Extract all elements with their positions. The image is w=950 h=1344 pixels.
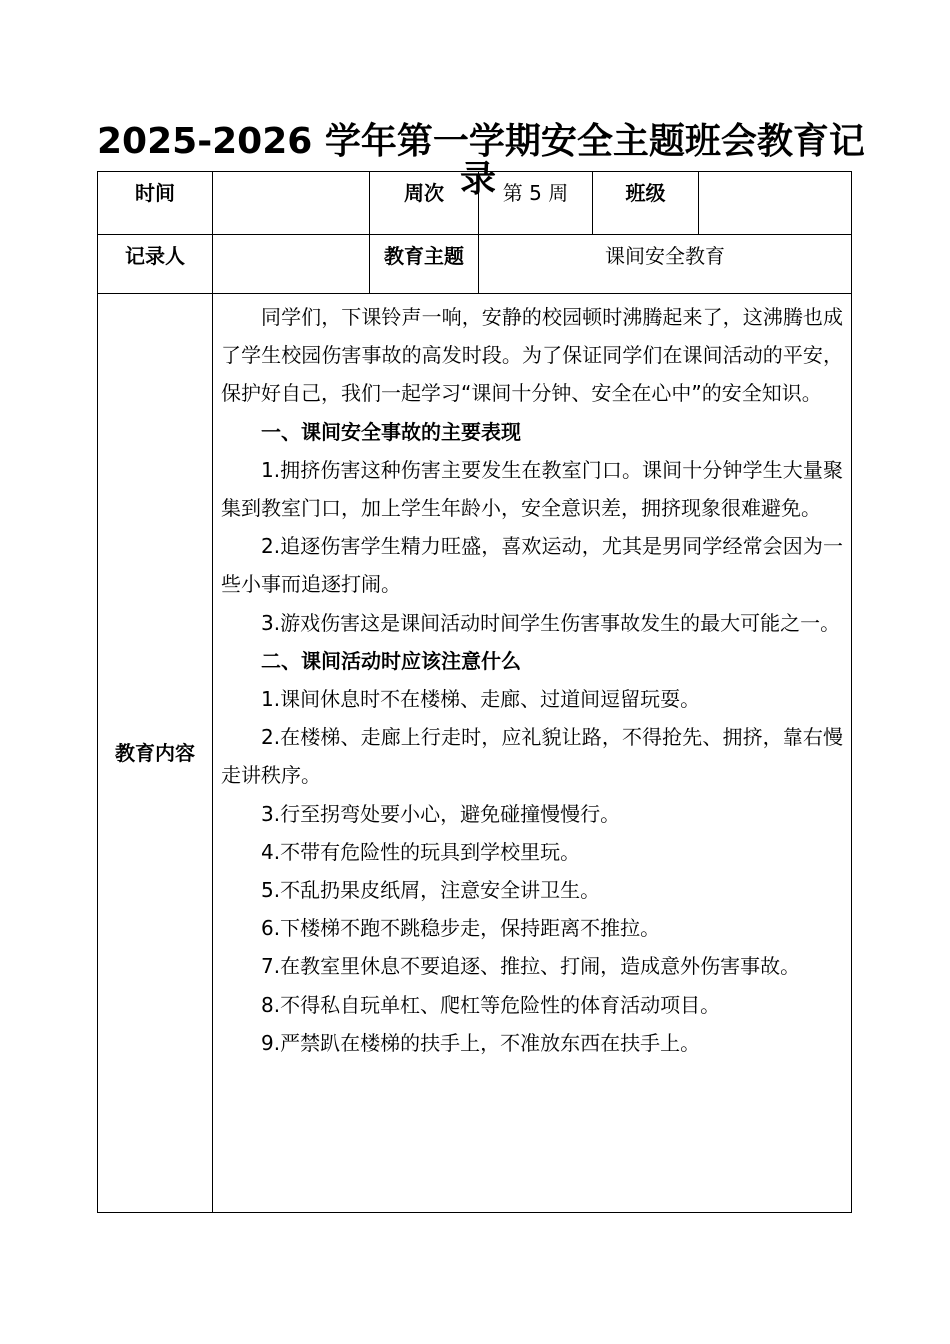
content-paragraph: 7.在教室里休息不要追逐、推拉、打闹，造成意外伤害事故。 — [261, 954, 801, 979]
content-paragraph: 4.不带有危险性的玩具到学校里玩。 — [261, 839, 581, 864]
week-value: 第 5 周 — [479, 172, 593, 235]
content-paragraph: 9.严禁趴在楼梯的扶手上，不准放东西在扶手上。 — [261, 1030, 701, 1055]
content-heading: 一、课间安全事故的主要表现 — [261, 419, 521, 444]
week-label: 周次 — [370, 172, 479, 235]
recorder-value — [213, 235, 370, 294]
content-paragraph: 6.下楼梯不跑不跳稳步走，保持距离不推拉。 — [261, 916, 661, 941]
content-paragraph: 2.追逐伤害学生精力旺盛，喜欢运动，尤其是男同学经常会因为一些小事而追逐打闹。 — [221, 534, 843, 597]
time-value — [213, 172, 370, 235]
table-row-recorder — [98, 235, 852, 294]
content-paragraph: 8.不得私自玩单杠、爬杠等危险性的体育活动项目。 — [261, 992, 721, 1017]
content-heading: 二、课间活动时应该注意什么 — [261, 648, 521, 673]
content-paragraph: 2.在楼梯、走廊上行走时，应礼貌让路，不得抢先、拥挤，靠右慢走讲秩序。 — [221, 725, 843, 788]
content-paragraph: 5.不乱扔果皮纸屑，注意安全讲卫生。 — [261, 878, 601, 903]
content-paragraph: 同学们，下课铃声一响，安静的校园顿时沸腾起来了，这沸腾也成了学生校园伤害事故的高发时段。为了保证同学们在课间活动的平安，保护好自己，我们一起学习“课间十分钟、安全在心中”的安全知识。 — [221, 305, 843, 406]
record-table — [97, 171, 852, 1213]
content-paragraph: 1.课间休息时不在楼梯、走廊、过道间逗留玩耍。 — [261, 687, 701, 712]
recorder-label: 记录人 — [98, 235, 213, 294]
content-paragraph: 1.拥挤伤害这种伤害主要发生在教室门口。课间十分钟学生大量聚集到教室门口，加上学生年龄小，安全意识差，拥挤现象很难避免。 — [221, 457, 843, 521]
topic-label: 教育主题 — [370, 235, 479, 294]
table-row-content — [98, 294, 852, 1213]
content-paragraph: 3.游戏伤害这是课间活动时间学生伤害事故发生的最大可能之一。 — [261, 610, 841, 635]
document-title-overflow: 录 — [460, 159, 497, 200]
table-row-time — [98, 172, 852, 235]
content-paragraph: 3.行至拐弯处要小心，避免碰撞慢慢行。 — [261, 801, 621, 826]
content-body — [213, 294, 852, 1213]
topic-value: 课间安全教育 — [479, 235, 852, 294]
class-value — [699, 172, 852, 235]
time-label: 时间 — [98, 172, 213, 235]
class-label: 班级 — [593, 172, 699, 235]
document-title: 2025-2026 学年第一学期安全主题班会教育记 — [97, 121, 865, 162]
content-label: 教育内容 — [98, 294, 213, 1213]
